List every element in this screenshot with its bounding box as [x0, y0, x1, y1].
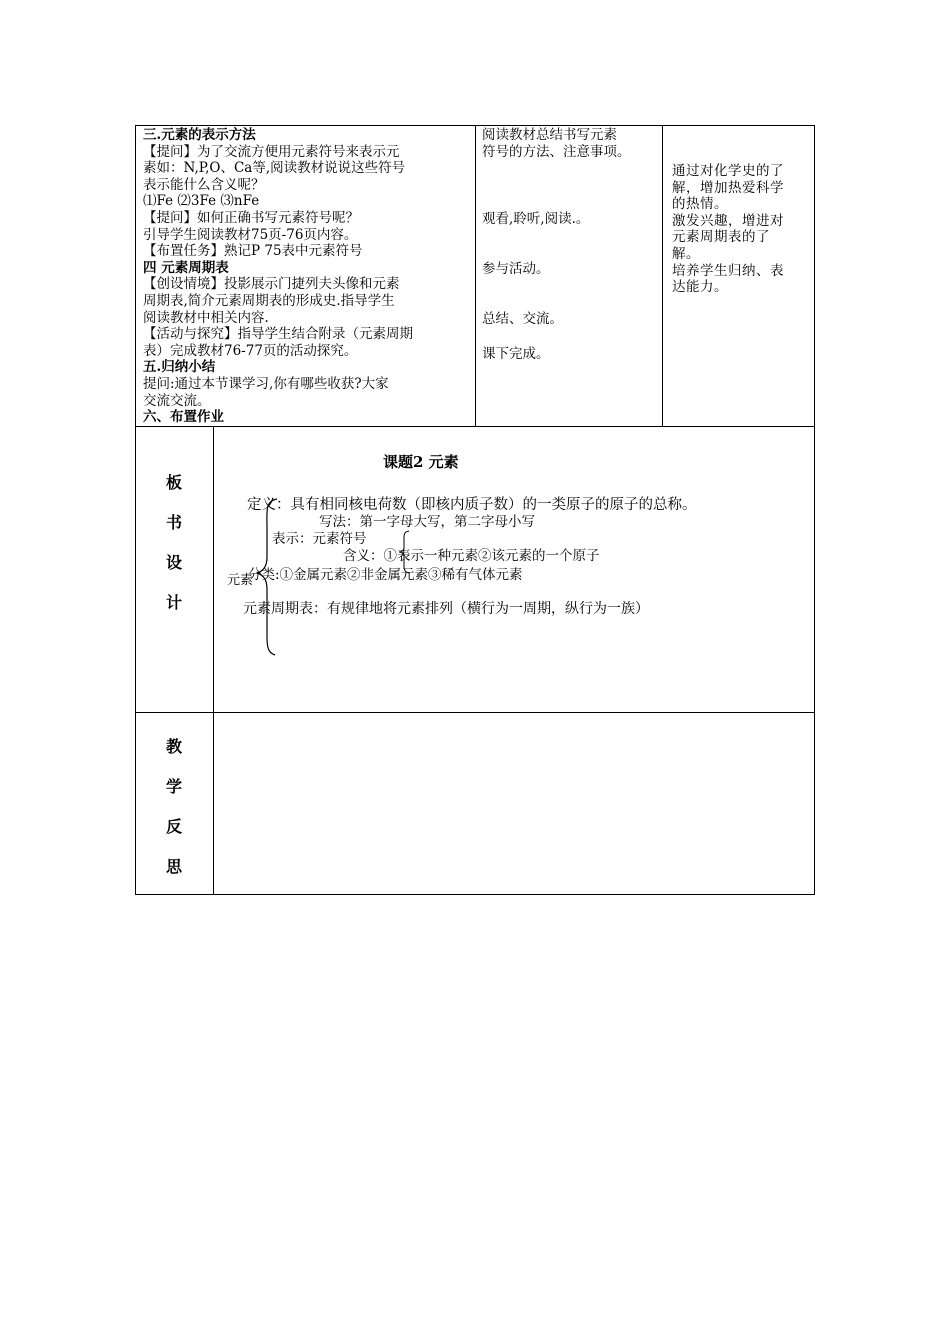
large-brace-icon: [253, 497, 283, 657]
label-char: 思: [165, 857, 182, 876]
design-intent-cell: [672, 163, 810, 423]
teacher-activity-line: 【提问】如何正确书写元素符号呢？: [143, 209, 359, 226]
label-char: 反: [165, 817, 182, 836]
border-col2: [475, 125, 476, 426]
read-summary-line2: 符号的方法、注意事项。: [482, 144, 631, 160]
read-summary-line1: 阅读教材总结书写元素: [482, 127, 617, 143]
board-element-label: 元素: [227, 573, 254, 588]
teacher-activity-line: 【创设情境】投影展示门捷列夫头像和元素: [143, 276, 400, 293]
teacher-activity-line: 阅读教材中相关内容.: [143, 309, 269, 326]
board-periodic-table: 元素周期表：有规律地将元素排列（横行为一周期，纵行为一族）: [243, 601, 649, 617]
teacher-activity-line: 表）完成教材76-77页的活动探究。: [143, 342, 358, 359]
reflection-label: [135, 734, 213, 894]
label-char: 计: [165, 593, 182, 612]
board-representation: 表示：元素符号: [272, 531, 367, 547]
watch-text: 观看,聆听,阅读.。: [482, 211, 590, 227]
design-intent-line: 达能力。: [672, 279, 728, 296]
board-definition: 定义：具有相同核电荷数（即核内质子数）的一类原子的原子的总称。: [247, 497, 697, 513]
design-intent-line: 元素周期表的了: [672, 229, 770, 246]
teacher-activity-line: 【布置任务】熟记P 75表中元素符号: [143, 243, 363, 260]
board-classification: 分类:①金属元素②非金属元素③稀有气体元素: [248, 567, 523, 583]
reflection-content-area: [215, 714, 813, 892]
border-col3: [662, 125, 663, 426]
design-intent-line: 培养学生归纳、表: [672, 262, 784, 279]
border-bottom: [135, 894, 815, 895]
label-char: 板: [165, 473, 182, 492]
label-char: 设: [165, 553, 182, 572]
teacher-activity-line: 提问:通过本节课学习,你有哪些收获?大家: [143, 375, 389, 392]
teacher-activity-line: 【活动与探究】指导学生结合附录（元素周期: [143, 326, 413, 343]
border-label-col: [213, 426, 214, 895]
border-row2: [135, 712, 815, 713]
teacher-activity-line: ⑴Fe ⑵3Fe ⑶nFe: [143, 193, 260, 210]
participate-text: 参与活动。: [482, 261, 550, 277]
board-title: 课题2 元素: [383, 453, 459, 471]
label-char: 书: [165, 513, 182, 532]
teacher-activity-line: 【提问】为了交流方便用元素符号来表示元: [143, 143, 400, 160]
teacher-activity-line: 四 元素周期表: [143, 259, 229, 276]
design-intent-line: 的热情。: [672, 196, 728, 213]
after-class-text: 课下完成。: [482, 346, 550, 362]
teacher-activity-line: 表示能什么含义呢？: [143, 176, 265, 193]
teacher-activity-line: 五.归纳小结: [143, 359, 216, 376]
lesson-table: [135, 125, 815, 895]
board-meaning: 含义：①表示一种元素②该元素的一个原子: [343, 548, 600, 564]
label-char: 学: [165, 777, 182, 796]
design-intent-line: 解。: [672, 245, 700, 262]
design-intent-line: 激发兴趣，增进对: [672, 212, 784, 229]
board-design-label: [135, 470, 213, 630]
summarize-text: 总结、交流。: [482, 311, 563, 327]
teacher-activity-line: 素如：N,P,O、Ca等,阅读教材说说这些符号: [143, 160, 406, 177]
teacher-activity-line: 三.元素的表示方法: [143, 127, 256, 143]
student-activity-cell: [482, 127, 660, 426]
teacher-activity-cell: [143, 127, 473, 426]
label-char: 教: [165, 737, 182, 756]
teacher-activity-line: 引导学生阅读教材75页-76页内容。: [143, 226, 358, 243]
teacher-activity-line: 周期表,简介元素周期表的形成史.指导学生: [143, 292, 395, 309]
teacher-activity-line: 交流交流。: [143, 392, 211, 409]
design-intent-line: 通过对化学史的了: [672, 163, 784, 179]
small-brace-icon: [397, 530, 411, 574]
border-right: [814, 125, 815, 895]
design-intent-line: 解，增加热爱科学: [672, 179, 784, 196]
teacher-activity-line: 六、布置作业: [143, 409, 224, 426]
border-row1: [135, 426, 815, 427]
board-writing: 写法：第一字母大写，第二字母小写: [319, 514, 535, 530]
